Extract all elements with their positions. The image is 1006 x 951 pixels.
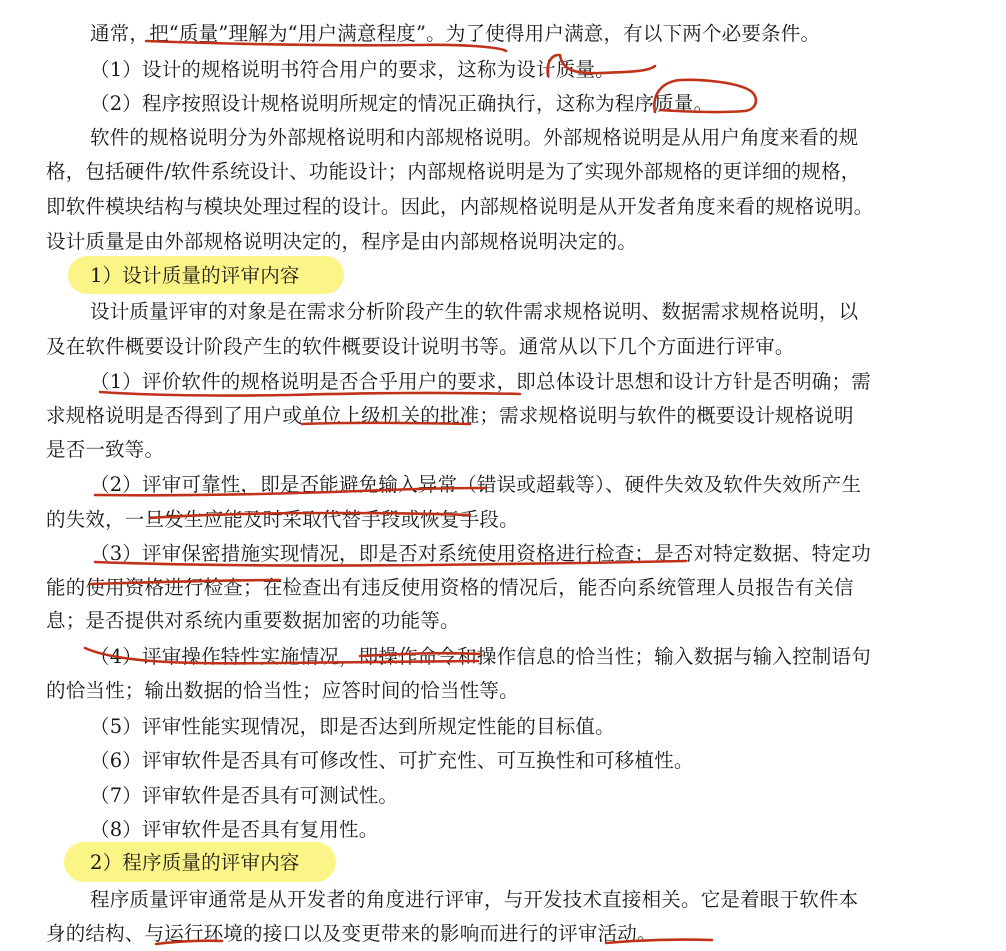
review-item-3-line: 息；是否提供对系统内重要数据加密的功能等。: [46, 609, 460, 632]
paragraph-design-review-line: 及在软件概要设计阶段产生的软件概要设计说明书等。通常从以下几个方面进行评审。: [46, 335, 795, 358]
review-item-6-line: （6）评审软件是否具有可修改性、可扩充性、可互换性和可移植性。: [90, 749, 694, 772]
paragraph-intro-line: 通常，把“质量”理解为“用户满意程度”。为了使得用户满意，有以下两个必要条件。: [90, 22, 821, 45]
paragraph-spec-line: 即软件模块结构与模块处理过程的设计。因此，内部规格说明是从开发者角度来看的规格说明。: [46, 195, 874, 218]
review-item-2-line: （2）评审可靠性，即是否能避免输入异常（错误或超载等）、硬件失效及软件失效所产生: [90, 473, 862, 496]
paragraph-design-review-line: 设计质量评审的对象是在需求分析阶段产生的软件需求规格说明、数据需求规格说明，以: [90, 300, 859, 323]
review-item-7-line: （7）评审软件是否具有可测试性。: [90, 784, 399, 807]
review-item-4-line: （4）评审操作特性实施情况，即操作命令和操作信息的恰当性；输入数据与输入控制语句: [90, 645, 871, 668]
section-heading-program-quality: 2）程序质量的评审内容: [90, 851, 300, 874]
review-item-3-line: 能的使用资格进行检查；在检查出有违反使用资格的情况后，能否向系统管理人员报告有关信: [46, 576, 854, 599]
review-item-8-line: （8）评审软件是否具有复用性。: [90, 818, 379, 841]
review-item-1-line: （1）评价软件的规格说明是否合乎用户的要求，即总体设计思想和设计方针是否明确；需: [90, 370, 871, 393]
condition-2-line: （2）程序按照设计规格说明所规定的情况正确执行，这称为程序质量。: [90, 92, 714, 115]
review-item-2-line: 的失效，一旦发生应能及时采取代替手段或恢复手段。: [46, 508, 519, 531]
review-item-1-line: 是否一致等。: [46, 438, 165, 461]
condition-1-line: （1）设计的规格说明书符合用户的要求，这称为设计质量。: [90, 58, 615, 81]
paragraph-program-review-line: 身的结构、与运行环境的接口以及变更带来的影响而进行的评审活动。: [46, 922, 657, 945]
paragraph-spec-line: 格，包括硬件/软件系统设计、功能设计；内部规格说明是为了实现外部规格的更详细的规格，: [46, 160, 861, 183]
review-item-4-line: 的恰当性；输出数据的恰当性；应答时间的恰当性等。: [46, 679, 519, 702]
review-item-1-line: 求规格说明是否得到了用户或单位上级机关的批准；需求规格说明与软件的概要设计规格说明: [46, 404, 854, 427]
review-item-5-line: （5）评审性能实现情况，即是否达到所规定性能的目标值。: [90, 715, 615, 738]
paragraph-spec-line: 软件的规格说明分为外部规格说明和内部规格说明。外部规格说明是从用户角度来看的规: [90, 126, 859, 149]
paragraph-program-review-line: 程序质量评审通常是从开发者的角度进行评审，与开发技术直接相关。它是着眼于软件本: [90, 888, 859, 911]
paragraph-spec-line: 设计质量是由外部规格说明决定的，程序是由内部规格说明决定的。: [46, 230, 638, 253]
section-heading-design-quality: 1）设计质量的评审内容: [90, 264, 300, 287]
review-item-3-line: （3）评审保密措施实现情况，即是否对系统使用资格进行检查；是否对特定数据、特定功: [90, 542, 871, 565]
